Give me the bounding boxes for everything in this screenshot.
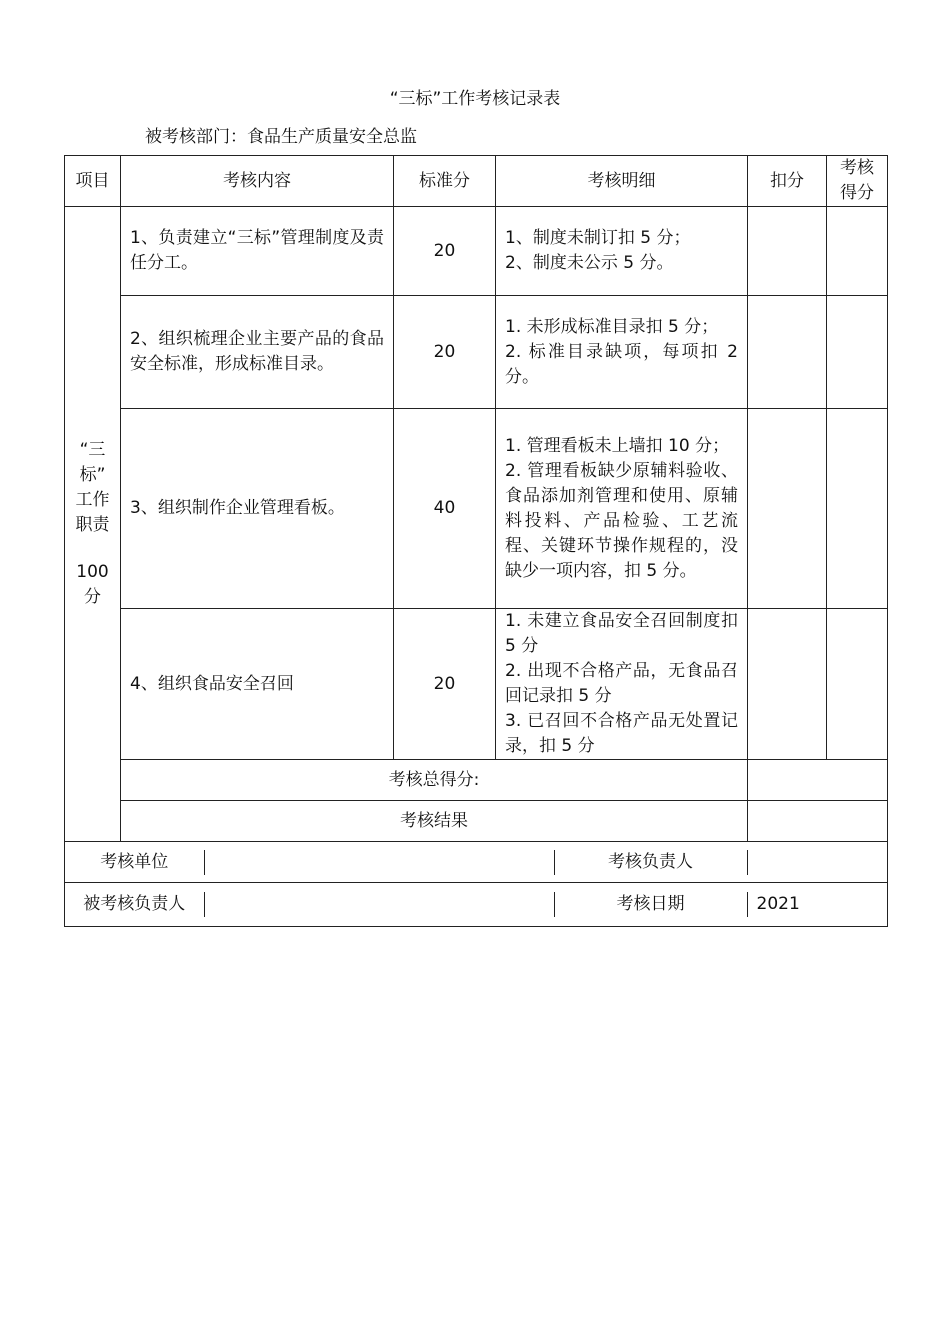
category-unit: 分 (84, 587, 101, 607)
footer-examinee-cell (65, 883, 888, 927)
header-content: 考核内容 (121, 156, 394, 207)
row3-details (496, 409, 748, 609)
row4-content: 4、组织食品安全召回 (121, 609, 394, 760)
row4-detail-1: 1. 未建立食品安全召回制度扣 5 分 (505, 611, 738, 656)
row3-detail-1: 1. 管理看板未上墙扣 10 分； (505, 435, 730, 456)
examinee-label: 被考核负责人 (83, 894, 186, 914)
category-points: 100 (76, 562, 109, 582)
unit-label: 考核单位 (100, 851, 169, 872)
header-item: 项目 (65, 156, 121, 207)
row2-score: 20 (394, 296, 496, 409)
category-cell (65, 207, 121, 842)
footer-unit-subtable (65, 850, 887, 875)
header-detail: 考核明细 (496, 156, 748, 207)
date-label: 考核日期 (554, 892, 747, 917)
table-row (65, 207, 888, 296)
row3-deduction[interactable] (748, 409, 827, 609)
table-row (65, 409, 888, 609)
category-line3: 工作 (75, 490, 110, 510)
row1-content: 1、负责建立“三标”管理制度及责任分工。 (121, 207, 394, 296)
row4-detail-3: 3. 已召回不合格产品无处置记录，扣 5 分 (505, 711, 738, 756)
row3-content: 3、组织制作企业管理看板。 (121, 409, 394, 609)
row2-detail-1: 1. 未形成标准目录扣 5 分； (505, 316, 719, 337)
responsible-label: 考核负责人 (554, 850, 747, 875)
row1-detail-2: 2、制度未公示 5 分。 (505, 253, 674, 273)
row4-detail-2: 2. 出现不合格产品，无食品召回记录扣 5 分 (505, 661, 738, 706)
date-value[interactable]: 2021 (747, 892, 887, 917)
row2-earned[interactable] (827, 296, 888, 409)
category-line2: 标” (79, 465, 106, 485)
row1-score: 20 (394, 207, 496, 296)
row1-detail-1: 1、制度未制订扣 5 分； (505, 228, 691, 248)
row1-earned[interactable] (827, 207, 888, 296)
footer-unit-cell (65, 842, 888, 883)
footer-row-examinee (65, 883, 888, 927)
document-title: “三标”工作考核记录表 (389, 89, 561, 109)
header-score-line1: 考核 (840, 158, 874, 178)
department-label: 被考核部门：食品生产质量安全总监 (145, 127, 417, 147)
unit-value[interactable] (204, 850, 554, 875)
category-line4: 职责 (75, 515, 110, 535)
assessment-table (64, 155, 888, 927)
examinee-value[interactable] (204, 892, 554, 917)
total-value[interactable] (748, 760, 888, 801)
footer-row-unit (65, 842, 888, 883)
row2-details (496, 296, 748, 409)
row1-deduction[interactable] (748, 207, 827, 296)
header-score-line2: 得分 (840, 183, 874, 203)
responsible-value[interactable] (747, 850, 887, 875)
header-deduction: 扣分 (748, 156, 827, 207)
row3-score: 40 (394, 409, 496, 609)
table-row (65, 296, 888, 409)
footer-examinee-subtable (65, 892, 887, 917)
row4-score: 20 (394, 609, 496, 760)
table-header-row (65, 156, 888, 207)
row4-deduction[interactable] (748, 609, 827, 760)
total-row (65, 760, 888, 801)
result-value[interactable] (748, 801, 888, 842)
row3-earned[interactable] (827, 409, 888, 609)
header-score (827, 156, 888, 207)
category-line1: “三 (79, 440, 106, 460)
row4-earned[interactable] (827, 609, 888, 760)
row2-deduction[interactable] (748, 296, 827, 409)
table-row (65, 609, 888, 760)
result-label: 考核结果 (121, 801, 748, 842)
row3-detail-2: 2. 管理看板缺少原辅料验收、食品添加剂管理和使用、原辅料投料、产品检验、工艺流程、关键环节操作规程的，没缺少一项内容，扣 5 分。 (505, 460, 738, 581)
header-standard-score: 标准分 (394, 156, 496, 207)
row2-content: 2、组织梳理企业主要产品的食品安全标准，形成标准目录。 (121, 296, 394, 409)
row1-details (496, 207, 748, 296)
total-label: 考核总得分: (121, 760, 748, 801)
result-row (65, 801, 888, 842)
row4-details (496, 609, 748, 760)
row2-detail-2: 2. 标准目录缺项，每项扣 2 分。 (505, 341, 738, 387)
